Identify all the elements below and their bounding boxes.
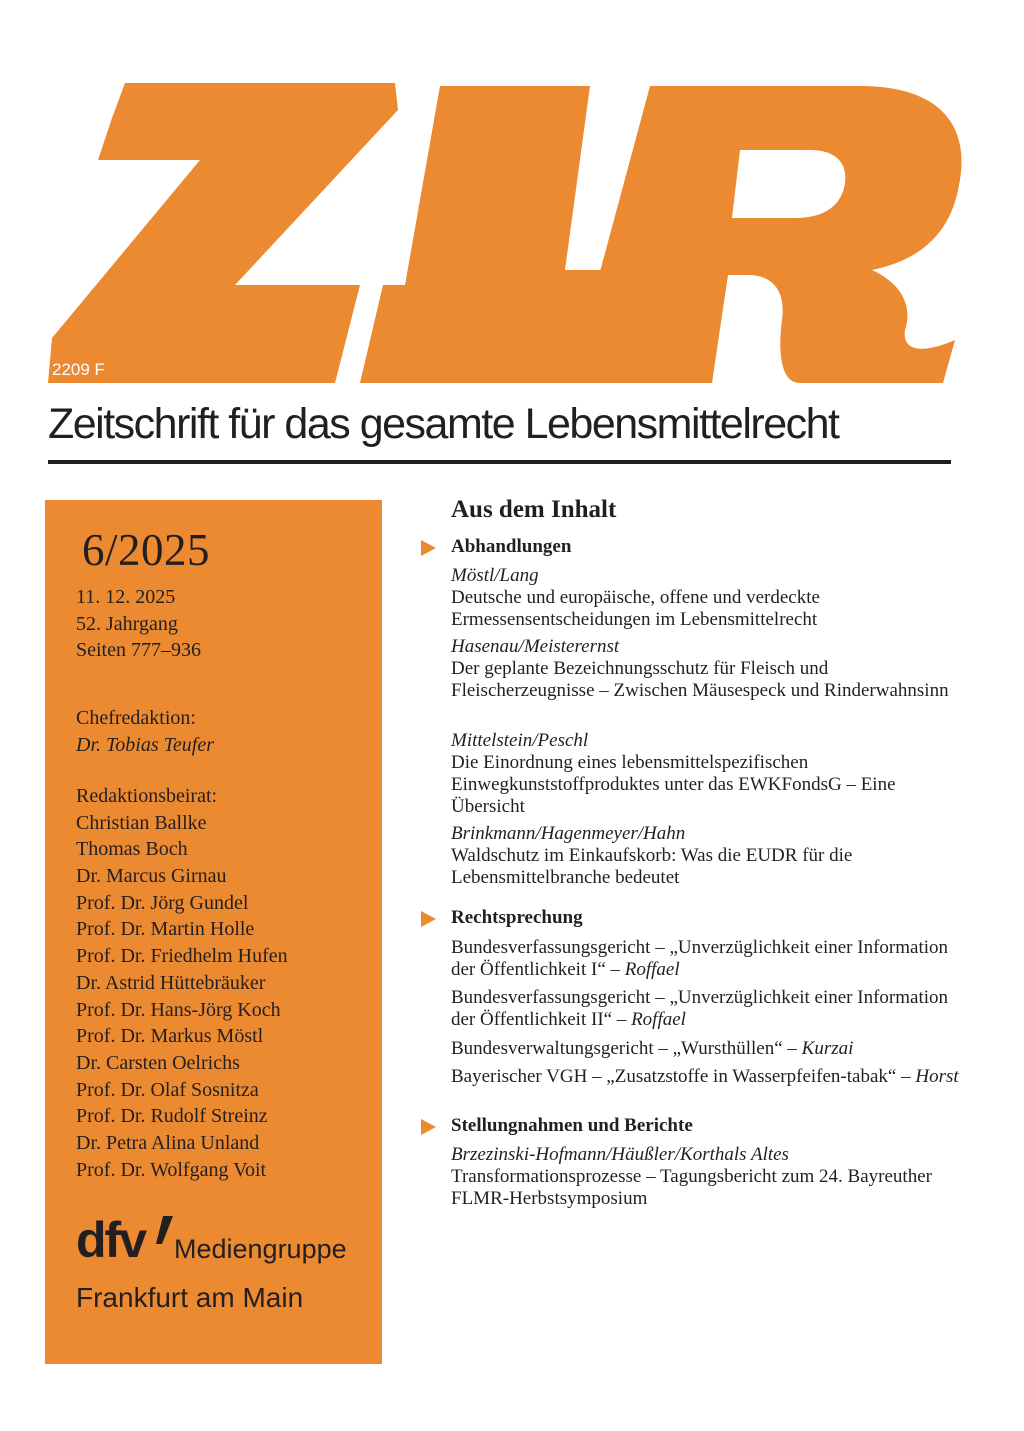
entry-author: Horst [915, 1066, 959, 1087]
board-member: Dr. Petra Alina Unland [76, 1131, 260, 1154]
journal-subtitle: Zeitschrift für das gesamte Lebensmittelrecht [48, 400, 839, 448]
board-member: Dr. Carsten Oelrichs [76, 1051, 240, 1074]
entry-author: Roffael [624, 959, 680, 980]
issue-details [76, 584, 201, 664]
board-member: Prof. Dr. Rudolf Streinz [76, 1105, 268, 1128]
entry-title: Der geplante Bezeichnungsschutz für Fleisch und Fleischerzeugnisse – Zwischen Mäusespeck und Rinderwahnsinn [451, 658, 949, 701]
entry-title: Bundesverfassungsgericht – „Unverzüglichkeit einer Information der Öffentlichkeit II“ – [451, 987, 949, 1030]
board-member: Prof. Dr. Markus Möstl [76, 1025, 264, 1048]
entry-title: Bundesverwaltungsgericht – „Wursthüllen“ – [451, 1038, 802, 1059]
entry-title: Waldschutz im Einkaufskorb: Was die EUDR für die Lebensmittelbranche bedeutet [451, 845, 853, 888]
editorial-board [76, 783, 288, 1183]
board-member: Dr. Marcus Girnau [76, 865, 227, 888]
entry-author: Hasenau/Meisterernst [451, 636, 620, 657]
board-label: Redaktionsbeirat: [76, 785, 218, 807]
toc-entry [451, 987, 971, 1031]
chief-editor-block [76, 705, 214, 758]
toc-entry [451, 1066, 971, 1088]
board-member: Prof. Dr. Wolfgang Voit [76, 1158, 267, 1181]
board-member: Prof. Dr. Hans-Jörg Koch [76, 998, 281, 1021]
chief-editor-label: Chefredaktion: [76, 707, 196, 729]
board-member: Christian Ballke [76, 811, 207, 834]
toc-entry [451, 1144, 971, 1210]
entry-title: Transformationsprozesse – Tagungsbericht zum 24. Bayreuther FLMR-Herbstsymposium [451, 1166, 932, 1209]
entry-author: Brinkmann/Hagenmeyer/Hahn [451, 823, 686, 844]
logo-letter-r [570, 86, 962, 383]
toc-entry [451, 565, 971, 631]
issue-volume: 52. Jahrgang [76, 612, 178, 635]
section-arrow-icon [421, 540, 436, 556]
section-arrow-icon [421, 911, 436, 927]
entry-author: Kurzai [801, 1038, 854, 1059]
section-arrow-icon [421, 1119, 436, 1135]
entry-author: Brzezinski-Hofmann/Häußler/Korthals Altes [451, 1144, 789, 1165]
toc-entry [451, 937, 971, 981]
publisher-brand: dfv [76, 1212, 145, 1268]
publisher-group: Mediengruppe [174, 1234, 347, 1264]
issue-number: 6/2025 [82, 525, 211, 575]
entry-author: Möstl/Lang [451, 565, 539, 586]
entry-title: Bayerischer VGH – „Zusatzstoffe in Wasserpfeifen-tabak“ – [451, 1066, 916, 1087]
toc-section-rechtsprechung: Rechtsprechung [451, 907, 583, 928]
chief-editor-name: Dr. Tobias Teufer [76, 733, 215, 756]
toc-entry [451, 636, 971, 702]
logo-letter-z [48, 83, 398, 383]
publisher-city: Frankfurt am Main [76, 1282, 304, 1313]
zlr-logo [0, 0, 1024, 400]
entry-title: Deutsche und europäische, offene und verdeckte Ermessensentscheidungen im Lebensmittelrecht [451, 587, 820, 630]
product-code: 2209 F [52, 360, 105, 379]
board-member: Prof. Dr. Olaf Sosnitza [76, 1078, 259, 1101]
toc-section-abhandlungen: Abhandlungen [451, 536, 572, 557]
toc-section-stellungnahmen: Stellungnahmen und Berichte [451, 1115, 693, 1136]
board-member: Dr. Astrid Hüttebräuker [76, 971, 266, 994]
toc-entry [451, 730, 971, 818]
masthead-rule [48, 460, 951, 464]
publisher-tick-icon [154, 1216, 174, 1246]
entry-author: Roffael [631, 1009, 686, 1030]
entry-title: Bundesverfassungsgericht – „Unverzüglichkeit einer Information der Öffentlichkeit I“ – [451, 937, 949, 980]
toc-entry [451, 823, 971, 889]
entry-author: Mittelstein/Peschl [451, 730, 589, 751]
board-member: Prof. Dr. Jörg Gundel [76, 891, 249, 914]
board-member: Prof. Dr. Martin Holle [76, 918, 255, 941]
entry-title: Die Einordnung eines lebensmittelspezifischen Einwegkunststoffproduktes unter das EWKFondsG – Eine Übersicht [451, 752, 896, 817]
toc-entry [451, 1038, 971, 1060]
toc-heading: Aus dem Inhalt [451, 496, 617, 523]
board-member: Thomas Boch [76, 838, 188, 861]
issue-date: 11. 12. 2025 [76, 586, 176, 608]
board-member: Prof. Dr. Friedhelm Hufen [76, 945, 288, 968]
issue-pages: Seiten 777–936 [76, 639, 201, 662]
